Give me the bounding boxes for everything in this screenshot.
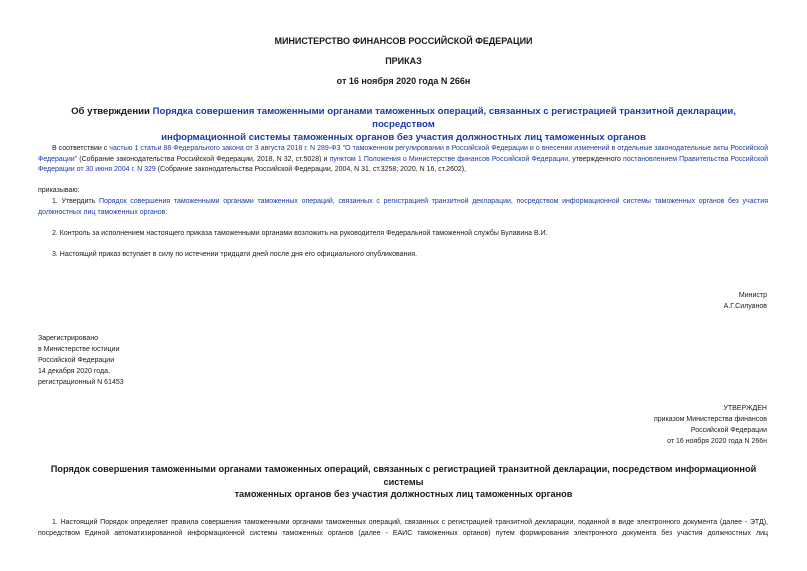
link-government-decree[interactable]: постановлением — [623, 155, 678, 163]
order-intro: приказываю: — [38, 187, 80, 194]
registration-line: Российской Федерации — [38, 357, 115, 364]
registration-block — [38, 333, 124, 388]
ministry-heading: МИНИСТЕРСТВО ФИНАНСОВ РОССИЙСКОЙ ФЕДЕРАЦИИ — [274, 36, 533, 46]
signature-position: Министр — [738, 292, 767, 299]
order-title — [40, 105, 767, 144]
procedure-p1-line: 1. Настоящий Порядок определяет правила совершения таможенными органами таможенных операций, связанных с регистрацией транзитной декларации, поданной в виде электронного документа (далее - ЭТД), — [52, 519, 768, 526]
preamble-text: (Собрание законодательства Российской Федерации, 2004, N 31, ст.3258; 2020, N 16, ст.2602), — [155, 166, 467, 173]
link-government-decree-cont[interactable]: Правительства Российской Федерации от 30 июня 2004 г. N 329 — [38, 155, 769, 173]
preamble-text: (Собрание законодательства Российской Федерации, 2018, N 32, ст.5028) и — [77, 155, 330, 163]
order-item-1 — [38, 197, 768, 218]
approved-line: УТВЕРЖДЕН — [723, 405, 767, 412]
approved-block — [654, 403, 767, 447]
doc-type-heading: ПРИКАЗ — [385, 56, 422, 66]
procedure-title-line: Порядок совершения таможенными органами таможенных операций, связанных с регистрацией транзитной декларации, посредством информационной системы — [50, 464, 757, 487]
order-item-2: 2. Контроль за исполнением настоящего приказа таможенными органами возложить на руководителя Федеральной таможенной службы Булавина В.И. — [52, 230, 548, 237]
preamble-text: , утвержденного — [568, 155, 624, 163]
approved-line: Российской Федерации — [690, 427, 767, 434]
registration-line: регистрационный N 61453 — [38, 379, 124, 386]
link-procedure-approved[interactable]: Порядок совершения таможенными органами таможенных операций, связанных с регистрацией транзитной декларации, посредством информационной системы таможенных органов без участия — [98, 198, 769, 205]
item1-prefix: 1. Утвердить — [52, 198, 99, 205]
link-federal-law-289-cont[interactable]: Российской Федерации" — [38, 145, 768, 163]
procedure-title-line: таможенных органов без участия должностных лиц таможенных органов — [234, 489, 573, 499]
title-link-procedure[interactable]: Порядка совершения таможенными органами таможенных операций, связанных с регистрацией транзитной декларации, посредством — [152, 106, 736, 130]
doc-date-number: от 16 ноября 2020 года N 266н — [336, 76, 471, 86]
signature-name: А.Г.Силуанов — [723, 303, 767, 310]
link-federal-law-289[interactable]: частью 1 статьи 88 Федерального закона от 3 августа 2018 г. N 289-ФЗ "О таможенном регулировании в Российской Федерации и о внесении изменений в отдельные законодательные акты — [109, 145, 729, 152]
registration-line: в Министерстве юстиции — [38, 346, 120, 353]
order-item-3: 3. Настоящий приказ вступает в силу по истечении тридцати дней после дня его официального опубликования. — [52, 251, 418, 258]
title-prefix: Об утверждении — [71, 106, 153, 117]
approved-line: приказом Министерства финансов — [653, 416, 767, 423]
preamble-paragraph — [38, 144, 768, 176]
registration-line: 14 декабря 2020 года, — [38, 368, 110, 375]
link-procedure-approved-cont[interactable]: должностных лиц таможенных органов — [38, 208, 166, 216]
link-ministry-regulation[interactable]: пунктом 1 Положения о Министерстве финансов Российской Федерации — [329, 155, 569, 163]
registration-line: Зарегистрировано — [38, 335, 98, 342]
procedure-p1-line: посредством Единой автоматизированной информационной системы таможенных органов (далее - ЕАИС таможенных органов) путем формирования электронного документа без участия должностных лиц — [38, 529, 768, 537]
signature-block — [724, 290, 767, 312]
preamble-text: В соответствии с — [52, 145, 110, 152]
item1-suffix: . — [165, 208, 168, 216]
approved-line: от 16 ноября 2020 года N 266н — [667, 438, 767, 445]
procedure-title — [30, 463, 777, 501]
title-link-procedure-cont[interactable]: информационной системы таможенных органов без участия должностных лиц таможенных органов — [161, 132, 646, 143]
procedure-paragraph-1 — [38, 518, 768, 539]
